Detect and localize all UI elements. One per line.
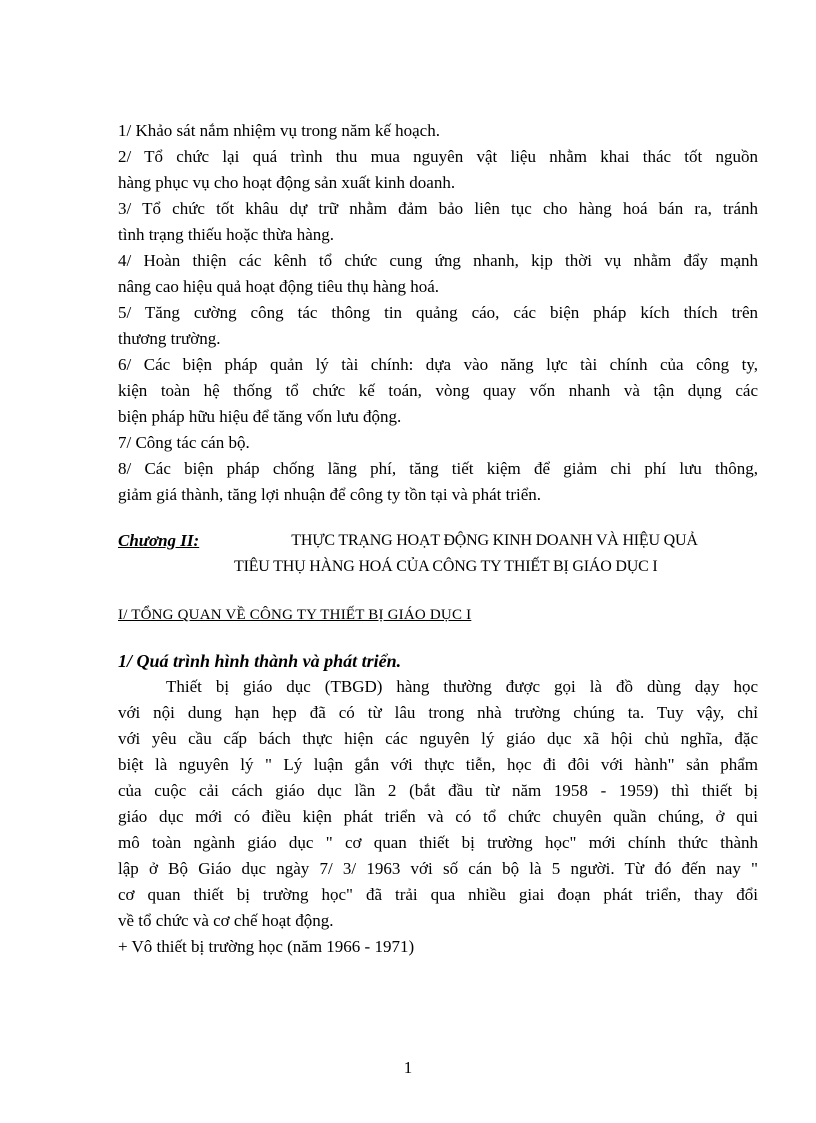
text-line: 2/ Tổ chức lại quá trình thu mua nguyên vật liệu nhằm khai thác tốt nguồn	[118, 147, 758, 166]
text-line: với nội dung hạn hẹp đã có từ lâu trong nhà trường chúng ta. Tuy vậy, chỉ	[118, 703, 758, 722]
task-list	[118, 118, 758, 508]
text-line: cơ quan thiết bị trường học" đã trải qua nhiều giai đoạn phát triển, thay đổi	[118, 885, 758, 904]
text-line: Thiết bị giáo dục (TBGD) hàng thường được gọi là đồ dùng dạy học	[166, 677, 758, 696]
text-line: với yêu cầu cấp bách thực hiện các nguyên lý giáo dục xã hội chủ nghĩa, đặc	[118, 729, 758, 748]
text-line: 1/ Khảo sát nắm nhiệm vụ trong năm kế hoạch.	[118, 121, 440, 140]
chapter-title	[231, 528, 758, 580]
page-number: 1	[403, 1058, 413, 1077]
text-line: tình trạng thiếu hoặc thừa hàng.	[118, 225, 334, 244]
text-line: 4/ Hoàn thiện các kênh tổ chức cung ứng nhanh, kịp thời vụ nhằm đẩy mạnh	[118, 251, 758, 270]
text-line: thương trường.	[118, 329, 221, 348]
text-line: giảm giá thành, tăng lợi nhuận để công ty tồn tại và phát triển.	[118, 485, 542, 504]
chapter-title-line: THỰC TRẠNG HOẠT ĐỘNG KINH DOANH VÀ HIỆU QUẢ	[291, 532, 698, 549]
list-item-7	[118, 430, 758, 456]
list-item-5	[118, 300, 758, 352]
text-line: 5/ Tăng cường công tác thông tin quảng cáo, các biện pháp kích thích trên	[118, 303, 758, 322]
list-item-3	[118, 196, 758, 248]
text-line: kiện toàn hệ thống tổ chức kế toán, vòng quay vốn nhanh và tận dụng các	[118, 381, 758, 400]
subsection-heading: 1/ Quá trình hình thành và phát triển.	[118, 651, 402, 671]
text-line: lập ở Bộ Giáo dục ngày 7/ 3/ 1963 với số cán bộ là 5 người. Từ đó đến nay "	[118, 859, 758, 878]
chapter-title-line: TIÊU THỤ HÀNG HOÁ CỦA CÔNG TY THIẾT BỊ GIÁO DỤC I	[234, 558, 658, 575]
text-line: 8/ Các biện pháp chống lãng phí, tăng tiết kiệm để giảm chi phí lưu thông,	[118, 459, 758, 478]
text-line: biệt là nguyên lý " Lý luận gắn với thực tiễn, học đi đôi với hành" sản phẩm	[118, 755, 758, 774]
section-heading: I/ TỔNG QUAN VỀ CÔNG TY THIẾT BỊ GIÁO DỤC I	[118, 607, 472, 623]
chapter-label: Chương II:	[118, 531, 200, 550]
list-item-1	[118, 118, 758, 144]
chapter-heading	[118, 528, 758, 580]
history-paragraph	[118, 674, 758, 934]
list-item-4	[118, 248, 758, 300]
list-item-6	[118, 352, 758, 430]
text-line: nâng cao hiệu quả hoạt động tiêu thụ hàng hoá.	[118, 277, 440, 296]
text-line: hàng phục vụ cho hoạt động sản xuất kinh doanh.	[118, 173, 456, 192]
text-line: về tổ chức và cơ chế hoạt động.	[118, 911, 334, 930]
text-line: biện pháp hữu hiệu để tăng vốn lưu động.	[118, 407, 402, 426]
text-line: giáo dục mới có điều kiện phát triển và có tổ chức chuyên quần chúng, ở qui	[118, 807, 758, 826]
text-line: 7/ Công tác cán bộ.	[118, 433, 250, 452]
text-line: 3/ Tổ chức tốt khâu dự trữ nhằm đảm bảo liên tục cho hàng hoá bán ra, tránh	[118, 199, 758, 218]
list-item-8	[118, 456, 758, 508]
text-line: mô toàn ngành giáo dục " cơ quan thiết bị trường học" mới chính thức thành	[118, 833, 758, 852]
bullet-line: + Vô thiết bị trường học (năm 1966 - 1971)	[118, 937, 415, 956]
document-body	[118, 118, 758, 960]
text-line: của cuộc cải cách giáo dục lần 2 (bắt đầu từ năm 1958 - 1959) thì thiết bị	[118, 781, 758, 800]
list-item-2	[118, 144, 758, 196]
text-line: 6/ Các biện pháp quản lý tài chính: dựa vào năng lực tài chính của công ty,	[118, 355, 758, 374]
